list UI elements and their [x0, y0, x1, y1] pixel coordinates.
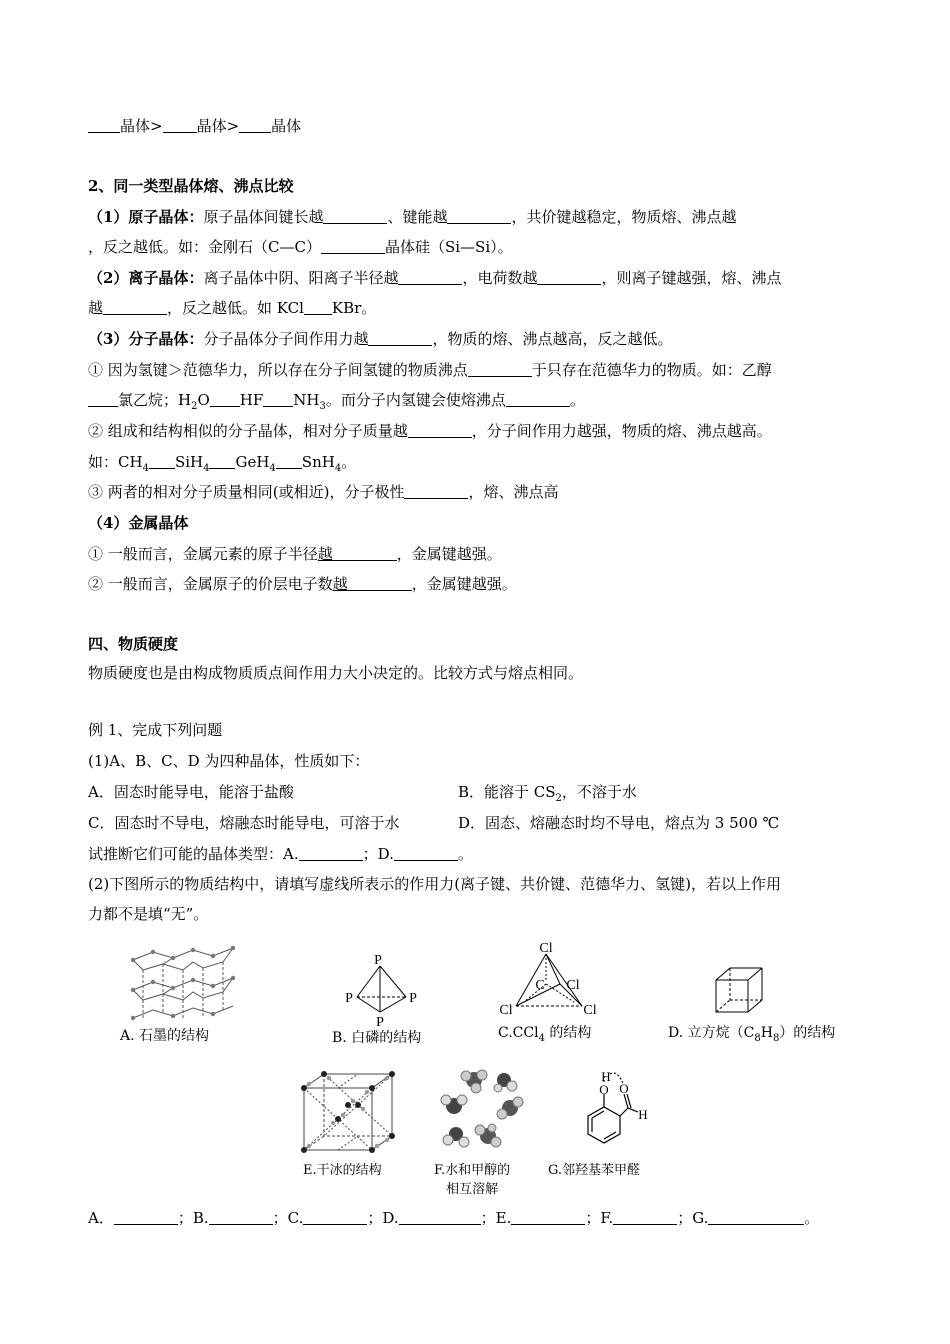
caption-white-phosphorus: B. 白磷的结构 [332, 1030, 422, 1046]
answer-e-blank[interactable] [511, 1210, 585, 1225]
hardness-text: 物质硬度也是由构成物质质点间作用力大小决定的。比较方式与熔点相同。 [88, 664, 584, 682]
answer-a-blank[interactable] [114, 1210, 178, 1225]
blank[interactable] [404, 484, 468, 499]
infer-line: 试推断它们可能的晶体类型：A. ；D. 。 [88, 845, 473, 863]
blank[interactable] [394, 846, 458, 861]
atom-h: H [638, 1107, 648, 1122]
caption-salicylaldehyde: G.邻羟基苯甲醛 [548, 1163, 641, 1178]
blank[interactable] [276, 454, 302, 469]
metal-valence-line: ② 一般而言，金属原子的价层电子数越 ，金属键越强。 [88, 575, 517, 593]
blank[interactable] [333, 546, 397, 561]
salicylaldehyde-figure [568, 1068, 658, 1152]
white-phosphorus-figure [340, 950, 424, 1028]
hydrogen-bond-line1: ① 因为氢键＞范德华力，所以存在分子间氢键的物质沸点 于只存在范德华力的物质。如：乙醇 [88, 361, 772, 379]
atom-h: H [601, 1069, 611, 1084]
metal-crystal-heading: （4）金属晶体 [88, 514, 189, 532]
atom-p: P [345, 991, 353, 1006]
atomic-crystal-line1: （1）原子晶体：原子晶体间键长越 、键能越 ，共价键越稳定，物质熔、沸点越 [88, 208, 737, 226]
example-title: 例 1、完成下列问题 [88, 721, 223, 739]
answer-line: A． ；B. ；C. ；D. ；E. ；F. ；G. 。 [88, 1209, 820, 1227]
atom-o: O [619, 1081, 629, 1096]
blank[interactable] [321, 239, 385, 254]
atom-c: C [535, 978, 545, 993]
atom-cl: Cl [499, 1003, 513, 1018]
blank[interactable] [103, 300, 167, 315]
blank[interactable] [263, 392, 293, 407]
caption-dry-ice: E.干冰的结构 [303, 1163, 382, 1178]
cubane-figure [712, 964, 768, 1016]
caption-cubane: D. 立方烷$(C_8H_8)$的结构 [668, 1025, 836, 1044]
caption-water-methanol: F.水和甲醇的 相互溶解 [434, 1163, 511, 1197]
caption-ccl4: C.CCl$_4$ 的结构 [498, 1025, 592, 1044]
atom-p: P [374, 953, 382, 968]
dry-ice-figure [296, 1068, 400, 1154]
answer-g-blank[interactable] [708, 1210, 804, 1225]
blank[interactable] [537, 270, 601, 285]
polarity-line: ③ 两者的相对分子质量相同(或相近)，分子极性 ，熔、沸点高 [88, 483, 559, 501]
line-crystal-order: 晶体> 晶体> 晶体 [88, 116, 301, 136]
hydrogen-bond-line2: 氯乙烷；$H_2O$ HF $NH_3$。而分子内氢键会使熔沸点 。 [88, 390, 585, 410]
caption-graphite: A. 石墨的结构 [120, 1028, 210, 1044]
blank[interactable] [299, 846, 363, 861]
metal-radius-line: ① 一般而言，金属元素的原子半径越 ，金属键越强。 [88, 545, 502, 563]
answer-c-blank[interactable] [303, 1210, 367, 1225]
answer-d-blank[interactable] [399, 1210, 481, 1225]
ionic-crystal-line2: 越 ，反之越低。如 KCl KBr。 [88, 299, 377, 317]
question-2-line2: 力都不是填“无”。 [88, 905, 209, 923]
blank[interactable] [163, 118, 197, 133]
molecular-crystal-line: （3）分子晶体：分子晶体分子间作用力越 ，物质的熔、沸点越高，反之越低。 [88, 330, 673, 348]
blank[interactable] [210, 392, 240, 407]
blank[interactable] [239, 118, 271, 133]
section-heading-2: 2、同一类型晶体熔、沸点比较 [88, 177, 294, 195]
atom-cl: Cl [566, 978, 580, 993]
blank[interactable] [368, 331, 432, 346]
atom-p: P [409, 991, 417, 1006]
ionic-crystal-line1: （2）离子晶体：离子晶体中阴、阳离子半径越 ，电荷数越 ，则离子键越强，熔、沸点 [88, 269, 782, 287]
blank[interactable] [506, 392, 570, 407]
graphite-structure-figure [128, 940, 240, 1022]
molar-mass-line1: ② 组成和结构相似的分子晶体，相对分子质量越 ，分子间作用力越强，物质的熔、沸点越高。 [88, 422, 772, 440]
option-a: A．固态时能导电，能溶于盐酸 [88, 783, 294, 801]
blank[interactable] [209, 454, 235, 469]
water-methanol-figure [436, 1066, 526, 1150]
option-c: C．固态时不导电，熔融态时能导电，可溶于水 [88, 814, 400, 832]
blank[interactable] [88, 118, 120, 133]
section-heading-hardness: 四、物质硬度 [88, 635, 179, 653]
blank[interactable] [149, 454, 175, 469]
blank[interactable] [323, 209, 387, 224]
question-1: (1)A、B、C、D 为四种晶体，性质如下： [88, 752, 370, 770]
blank[interactable] [408, 423, 472, 438]
option-b: B．能溶于 $CS_2$，不溶于水 [458, 783, 637, 804]
question-2-line1: (2)下图所示的物质结构中，请填写虚线所表示的作用力(离子键、共价键、范德华力、氢键)，若以上作用 [88, 875, 781, 893]
atom-cl: Cl [539, 941, 553, 956]
atom-o: O [599, 1082, 609, 1097]
blank[interactable] [88, 392, 118, 407]
ccl4-figure [494, 938, 604, 1018]
answer-b-blank[interactable] [209, 1210, 273, 1225]
answer-f-blank[interactable] [613, 1210, 677, 1225]
atom-p: P [376, 1015, 384, 1028]
blank[interactable] [398, 270, 462, 285]
atom-cl: Cl [583, 1003, 597, 1018]
option-d: D．固态、熔融态时均不导电，熔点为 3 500 ℃ [458, 814, 780, 832]
blank[interactable] [348, 576, 412, 591]
molar-mass-line2: 如：$CH_4$ SiH$_4$ GeH$_4$ SnH$_4$。 [88, 453, 357, 474]
blank[interactable] [304, 300, 332, 315]
blank[interactable] [468, 362, 532, 377]
blank[interactable] [447, 209, 511, 224]
atomic-crystal-line2: ，反之越低。如：金刚石（C—C） 晶体硅（Si—Si）。 [88, 238, 513, 256]
